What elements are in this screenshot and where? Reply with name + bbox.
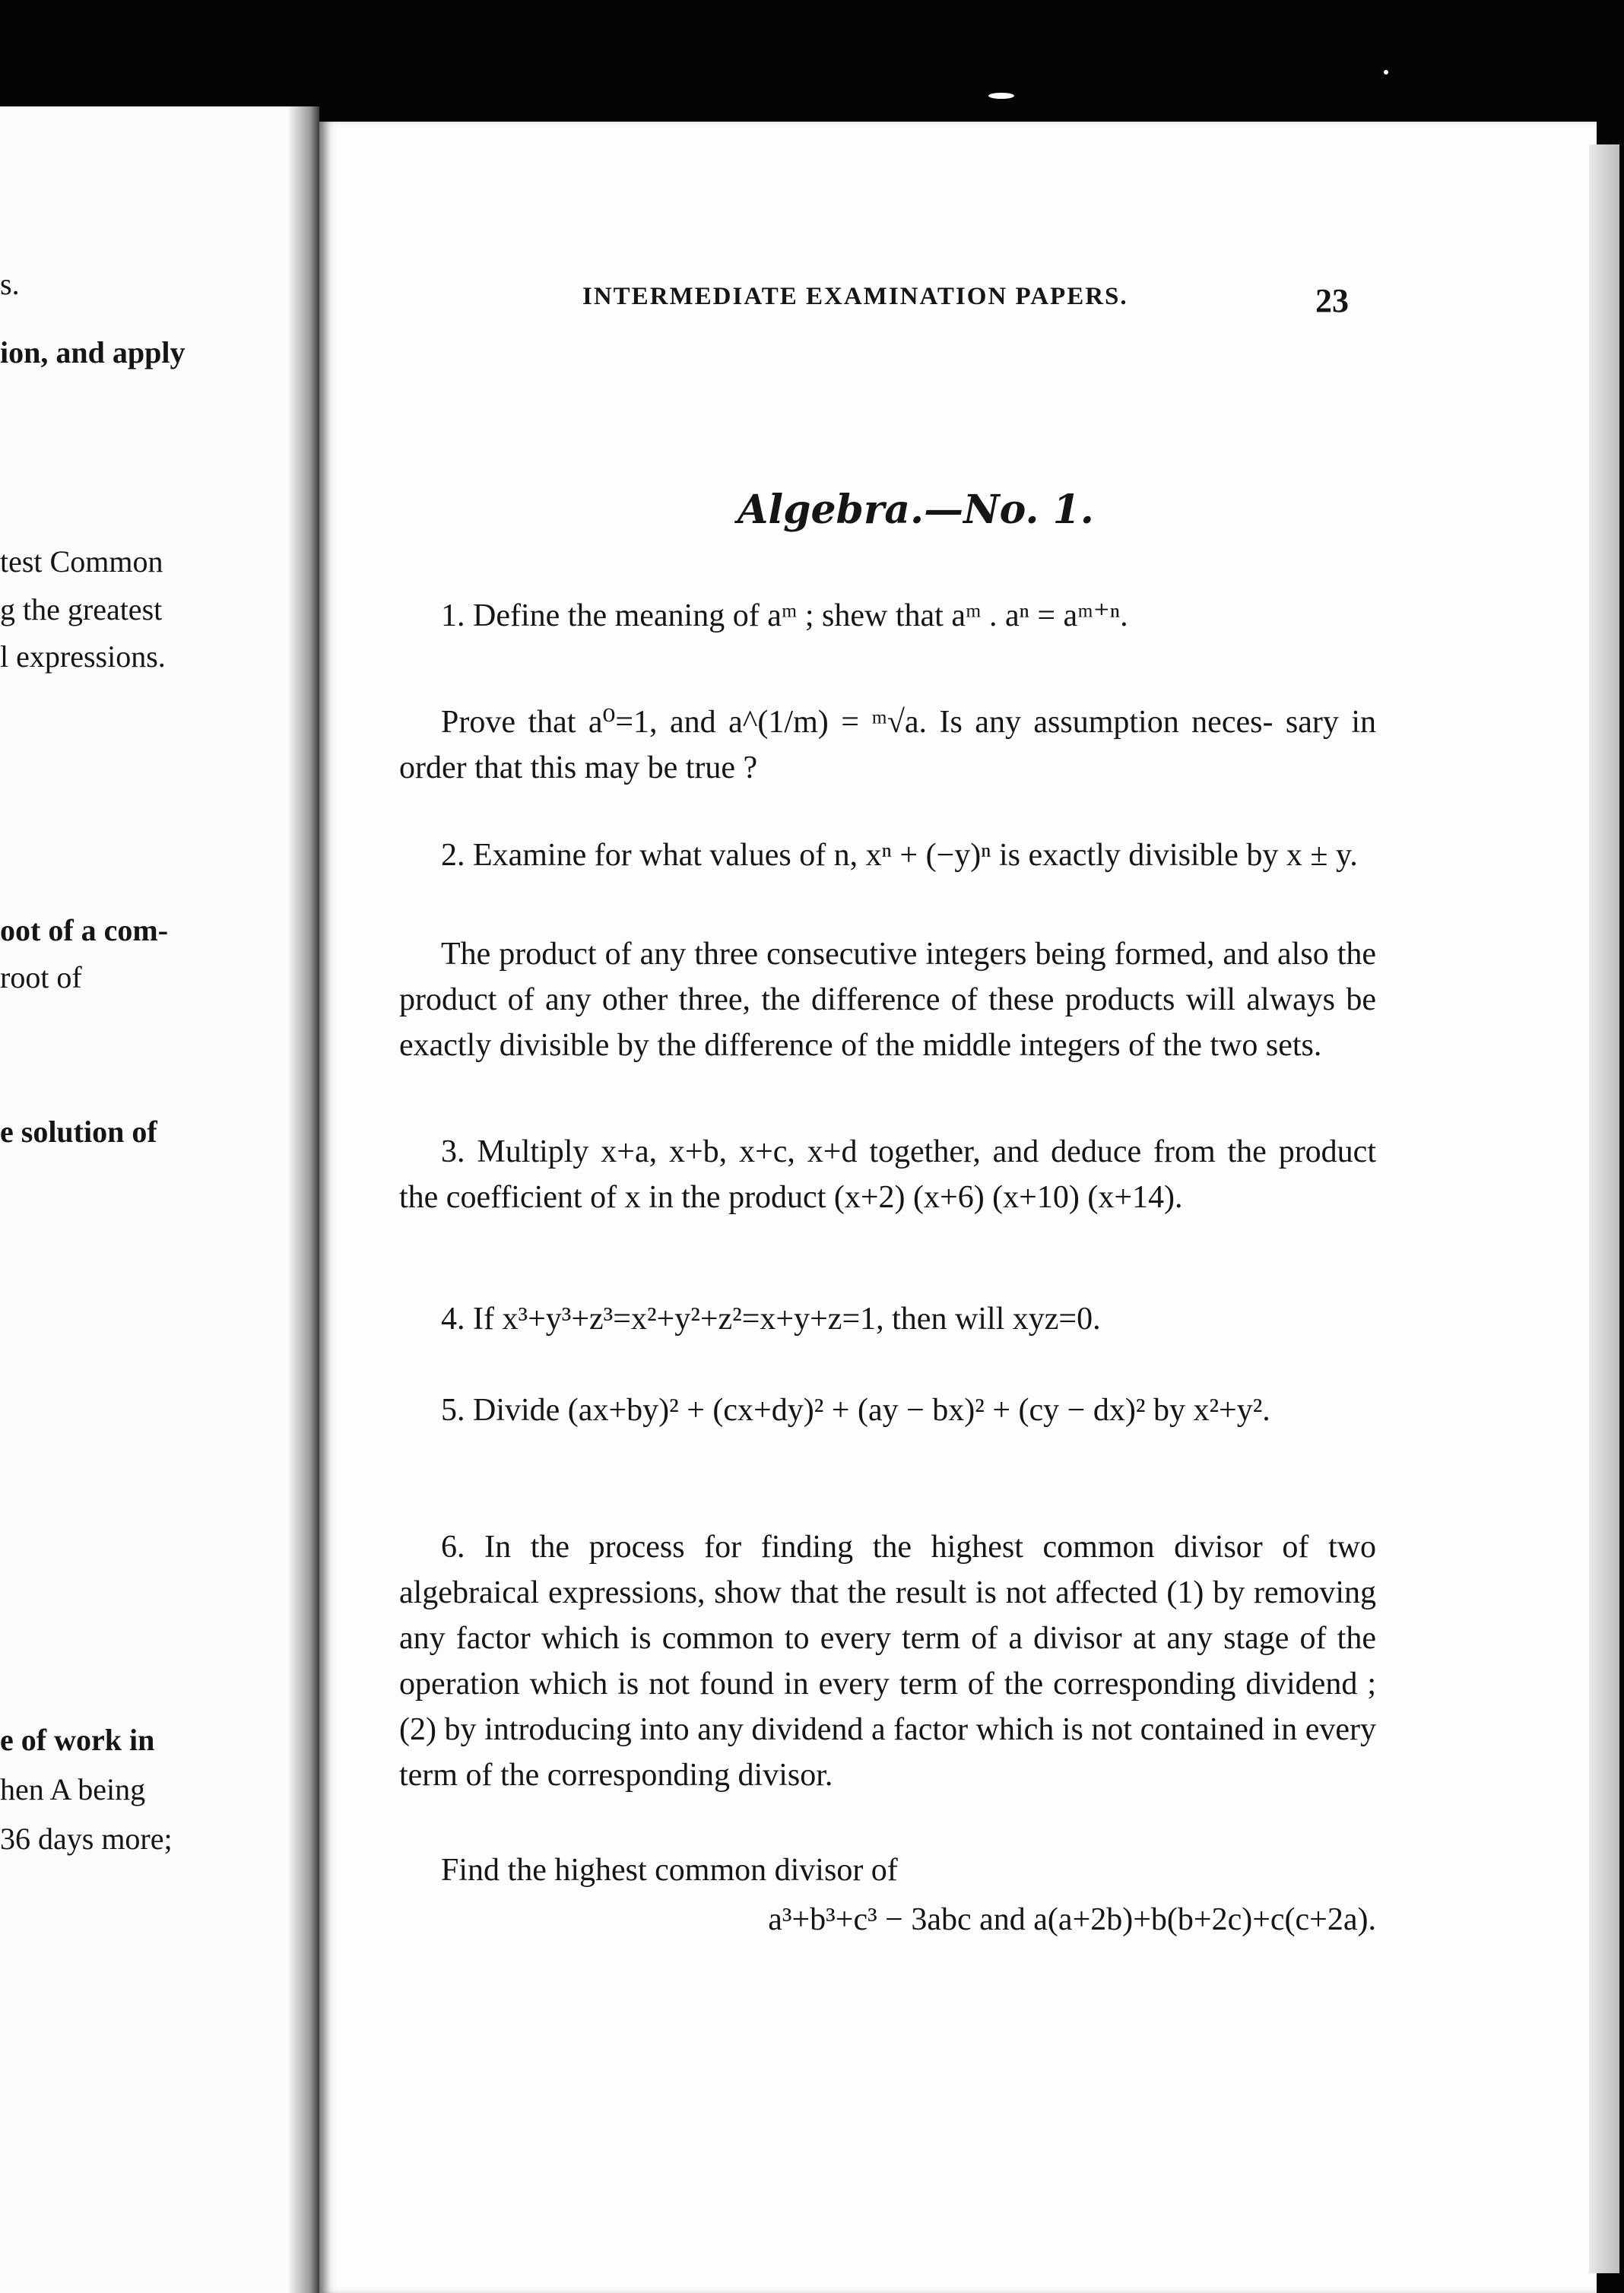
scan-speck xyxy=(988,93,1014,99)
left-fragment: hen A being xyxy=(0,1772,146,1806)
question-1: 1. Define the meaning of aᵐ ; shew that aᵐ . aⁿ = aᵐ⁺ⁿ. xyxy=(441,598,1128,633)
left-fragment: g the greatest xyxy=(0,592,163,626)
question-5: 5. Divide (ax+by)² + (cx+dy)² + (ay − bx)² + (cy − dx)² by x²+y². xyxy=(441,1393,1270,1428)
question-2: 2. Examine for what values of n, xⁿ + (−y)ⁿ is exactly divisible by x ± y. xyxy=(441,838,1358,873)
question-6-expressions: a³+b³+c³ − 3abc and a(a+2b)+b(b+2c)+c(c+2a). xyxy=(768,1902,1376,1937)
left-page xyxy=(0,106,319,2293)
section-title xyxy=(737,487,1094,533)
left-fragment: ion, and apply xyxy=(0,335,186,369)
left-fragment: 36 days more; xyxy=(0,1822,173,1856)
left-fragment: oot of a com- xyxy=(0,913,169,947)
left-page-gutter xyxy=(289,106,319,2293)
running-head: INTERMEDIATE EXAMINATION PAPERS. xyxy=(582,283,1128,310)
left-fragment: e of work in xyxy=(0,1723,155,1757)
page-number: 23 xyxy=(1315,282,1349,319)
right-page xyxy=(319,122,1597,2293)
left-fragment: test Common xyxy=(0,544,163,579)
question-1-part-2: Prove that a⁰=1, and a^(1/m) = ᵐ√a. Is any assumption neces- sary in order that this may be true ? xyxy=(399,705,1376,785)
section-title-text: Algebra.—No. 1. xyxy=(737,487,1094,533)
page-edge xyxy=(1589,144,1619,2273)
question-6-part-2: Find the highest common divisor of xyxy=(441,1853,898,1888)
question-4: 4. If x³+y³+z³=x²+y²+z²=x+y+z=1, then will xyz=0. xyxy=(441,1302,1101,1337)
question-6: 6. In the process for finding the highest common divisor of two algebraical expressions, show that the result is not affected (1) by removing any factor which is common to every term of a divisor at any stage of the operation which is not found in every term of the corresponding dividend ; (2) by introducing into any dividend a factor which is not contained in every term of the corresponding divisor. xyxy=(399,1530,1376,1793)
question-3: 3. Multiply x+a, x+b, x+c, x+d together, and deduce from the product the coefficient of x in the product (x+2) (x+6) (x+10) (x+14). xyxy=(399,1134,1376,1215)
left-fragment: s. xyxy=(0,267,20,301)
left-fragment: e solution of xyxy=(0,1115,157,1149)
scan-speck xyxy=(445,2279,449,2287)
scan-speck xyxy=(1384,70,1388,75)
left-fragment: l expressions. xyxy=(0,639,166,674)
left-fragment: root of xyxy=(0,960,82,994)
question-2-part-2: The product of any three consecutive integers being formed, and also the product of any other three, the difference of these products will always be exactly divisible by the difference of the middle integers of the two sets. xyxy=(399,937,1376,1063)
